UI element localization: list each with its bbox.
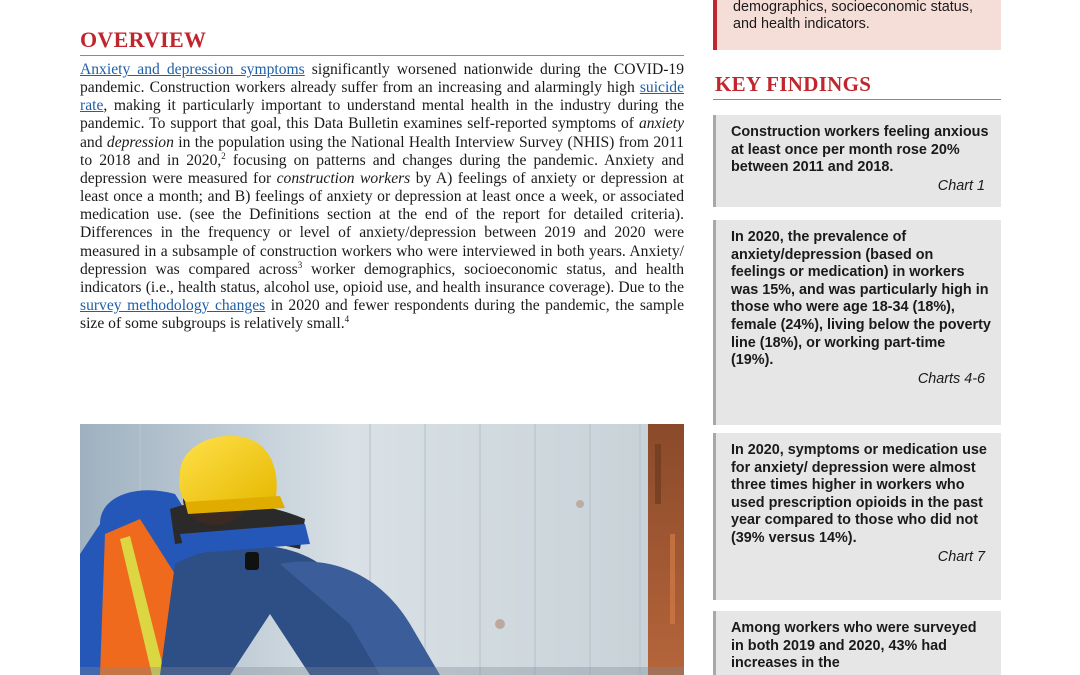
finding-text: Among workers who were surveyed in both 2019 and 2020, 43% had increases in the	[731, 620, 977, 672]
overview-paragraph	[80, 61, 684, 333]
key-findings-heading: KEY FINDINGS	[715, 72, 872, 96]
overview-text-6: by A) feelings of anxiety or depression at least once a month; and B) feelings of anxiety or depression at least once a week, or associated medication use. (see the Definitions section at the end of the report for detailed criteria). Differences in the frequency or level of anxiety/depression between 2019 and 2020 were measured in a subsample of construction workers who were interviewed in both years. Anxiety/ depression was compared across	[80, 169, 685, 278]
overview-text-4: in the population using the National Health Interview Survey (NHIS) from 2011 to 2018 and in 2020,	[80, 133, 684, 169]
footnote-3: 3	[297, 259, 303, 270]
overview-divider	[80, 55, 684, 56]
overview-text-1: significantly worsened nationwide during the COVID-19 pandemic. Construction workers already suffer from an increasing and alarmingly high	[80, 61, 684, 97]
footnote-4: 4	[344, 314, 350, 324]
overview-text-3: and	[80, 133, 107, 151]
finding-card	[713, 115, 1001, 207]
callout-text: demographics, socioeconomic status, and health indicators.	[733, 0, 973, 33]
chart-reference: Chart 1	[937, 177, 985, 194]
chart-reference: Charts 4-6	[917, 370, 985, 387]
finding-card	[713, 611, 1001, 675]
survey-methodology-link[interactable]: survey methodology changes	[80, 297, 266, 315]
main-column	[80, 0, 684, 675]
anxiety-term: anxiety	[638, 115, 684, 133]
worker-photo	[80, 424, 684, 675]
worker-photo-illustration	[80, 424, 684, 675]
finding-text: In 2020, the prevalence of anxiety/depression (based on feelings or medication) in workers was 15%, and was particularly high in those who were age 18-34 (18%), female (24%), living below the poverty line (18%), or working part-time (19%).	[731, 229, 991, 369]
sidebar	[713, 0, 1001, 675]
footnote-2: 2	[221, 150, 226, 161]
suicide-rate-link[interactable]: suicide rate	[80, 79, 684, 115]
anxiety-depression-link[interactable]: Anxiety and depression symptoms	[80, 61, 305, 78]
callout-box	[713, 0, 1001, 50]
depression-term: depression	[106, 133, 174, 151]
finding-text: Construction workers feeling anxious at least once per month rose 20% between 2011 and 2018.	[731, 124, 989, 176]
construction-workers-term: construction workers	[276, 169, 411, 187]
chart-reference: Chart 7	[937, 548, 985, 565]
overview-text-7: worker demographics, socioeconomic status, and health indicators (i.e., health status, alcohol use, opioid use, and health insurance coverage). Due to the	[80, 260, 684, 296]
key-findings-divider	[713, 99, 1001, 100]
finding-card	[713, 220, 1001, 425]
overview-text-5: focusing on patterns and changes during the pandemic. Anxiety and depression were measured for	[80, 151, 684, 187]
overview-text-8: in 2020 and fewer respondents during the pandemic, the sample size of some subgroups is relatively small.	[80, 297, 685, 333]
overview-heading: OVERVIEW	[80, 27, 207, 52]
finding-card	[713, 433, 1001, 600]
overview-text-2: , making it particularly important to understand mental health in the industry during the pandemic. To support that goal, this Data Bulletin examines self-reported symptoms of	[80, 97, 684, 133]
finding-text: In 2020, symptoms or medication use for anxiety/ depression were almost three times higher in workers who used prescription opioids in the past year compared to those who did not (39% versus 14%).	[731, 442, 987, 546]
